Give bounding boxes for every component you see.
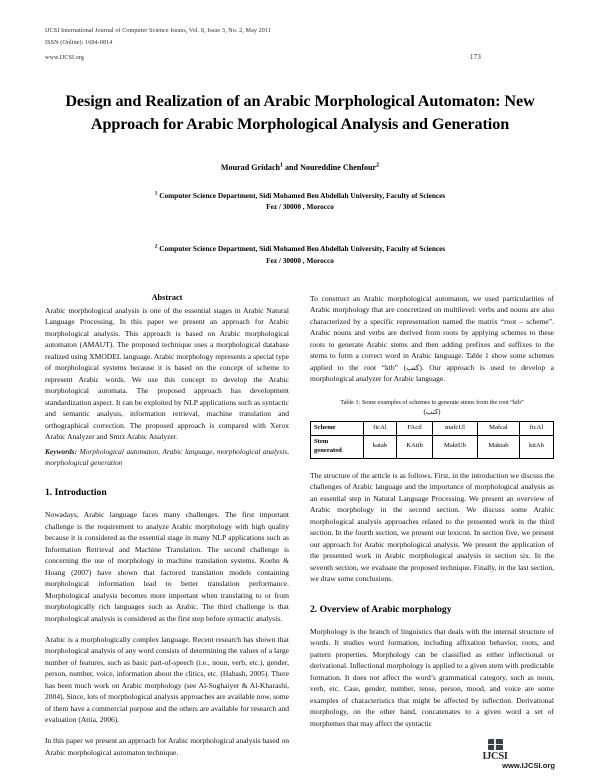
- table-cell-scheme-3: mafcUl: [433, 421, 478, 435]
- paper-title: Design and Realization of an Arabic Morphological Automaton: New Approach for Arabic Morphological Analysis and Generation: [65, 91, 535, 133]
- affiliation-1-line1: Computer Science Department, Sidi Mohamed Ben Abdellah University, Faculty of Sciences: [159, 190, 446, 200]
- introduction-paragraph-3: In this paper we present an approach for Arabic morphological analysis based on Arabic morphological automaton technique.: [45, 736, 289, 757]
- introduction-paragraph-2: Arabic is a morphologically complex language. Recent research has shown that morphological analysis of any word consists of determining the values of a large number of features, such as basic part-of-speech (i.e., noun, verb, etc.), gender, person, number, voice, information about the clitics, etc. (Habash, 2005). There has been much work on Arabic morphology (see Al-Sughaiyer & Al-Kharashi, 2004). Since, lots of morphological analysis approaches are available now, some of them have a commercial purpose and the others are available for research and evaluation (Attia, 2006).: [45, 634, 289, 725]
- table-cell-scheme-4: Mafcal: [477, 421, 519, 435]
- table-row-header-scheme: Scheme: [311, 421, 364, 435]
- overview-paragraph: Morphology is the branch of linguistics that deals with the internal structure of words. It studies word formation, including affixation behavior, roots, and pattern properties. Morphology can be classified as either inflectional or derivational. Inflectional morphology is applied to a given stem with predictable formation. It does not affect the word’s grammatical category, such as noun, verb, etc. Case, gender, number, tense, person, mood, and voice are some examples of characteristics that might be affected by inflection. Derivational morphology, on the other hand, concatenates to a given word a set of morphemes that may affect the syntactic: [310, 626, 554, 728]
- right-column: [310, 293, 554, 758]
- table-cell-stem-3: MaktUb: [433, 435, 478, 458]
- table-cell-stem-5: kitAb: [519, 435, 553, 458]
- automaton-intro-paragraph: To construct an Arabic morphological automaton, we used particularities of Arabic morphology that are concretized on multilevel: verbs and nouns are also characterized by a specific representation named the matrix “root – scheme”. Arabic nouns and verbs are derived from roots by applying schemes to these roots to generate Arabic stems and then adding prefixes and suffixes to the stems to form a correct word in Arabic language. Table 1 show some schemes applied to the root “ktb” (كتب). Our approach is used to develop a morphological analyzer for Arabic language.: [310, 293, 554, 384]
- table-caption: [310, 398, 554, 418]
- abstract-heading: Abstract: [151, 292, 183, 302]
- introduction-paragraph-1: Nowadays, Arabic language faces many challenges. The first important challenge is the requirement to analyze Arabic morphology with high quality because it is considered as the essential stage in many NLP applications such as Information Retrieval and Machine Translation. The second challenge is concerning the use of morphology in machine translation systems. Koehn & Hoang (2007) have shown that factored translation models containing morphological information lead to better translation performance. Morphological analysis becomes more important when translating to or from morphologically rich languages such as Arabic. The third challenge is that morphological analysis is considered as the first step before syntactic analysis.: [45, 510, 289, 623]
- keywords-line: [45, 446, 289, 468]
- table-cell-stem-4: Maktab: [477, 435, 519, 458]
- author-conjunction: and: [282, 162, 301, 172]
- ijcsi-logo-text: IJCSI: [482, 751, 508, 762]
- table-caption-arabic-root: (كتب): [423, 408, 441, 417]
- table-cell-scheme-2: FAcil: [396, 421, 432, 435]
- section-heading-overview: 2. Overview of Arabic morphology: [310, 603, 452, 615]
- body-columns: [45, 293, 555, 758]
- masthead-journal-line: IJCSI International Journal of Computer Science Issues, Vol. 8, Issue 3, No. 2, May 2011: [45, 28, 272, 34]
- left-column: [45, 293, 289, 758]
- table-row-header-stem-line1: Stem: [314, 437, 329, 445]
- keywords-label: Keywords:: [45, 446, 78, 456]
- table-row-header-stem-generated: [311, 435, 364, 458]
- affiliation-2-line1: Computer Science Department, Sidi Mohamed Ben Abdellah University, Faculty of Sciences: [159, 244, 446, 254]
- affiliation-marker-1: 1: [154, 190, 158, 197]
- table-row-stem-generated: [311, 435, 554, 458]
- affiliation-2: [45, 243, 555, 267]
- ijcsi-logo-icon: [488, 739, 503, 750]
- table-cell-stem-1: katab: [364, 435, 397, 458]
- affiliation-1: [45, 190, 555, 214]
- section-heading-introduction: 1. Introduction: [45, 487, 107, 499]
- table-row-scheme: [311, 421, 554, 435]
- table-caption-line1: Table 1: Some examples of schemes to generate stems from the root “ktb”: [340, 398, 524, 406]
- author-affiliation-marker-1: 1: [280, 161, 283, 168]
- masthead-issn-line: ISSN (Online): 1694-0814: [45, 39, 113, 46]
- article-structure-paragraph: The structure of the article is as follows. First, in the introduction we discuss the challenges of Arabic language and the importance of morphological analysis as an essential step in Natural Language Processing. We present an overview of Arabic morphology in the second section. We discuss some Arabic morphological analysis approaches related to the presented work in the third section. In the fourth section, we present our lexicon. In section five, we present our approach for Arabic morphological analysis. We present the application of the presented work in Arabic morphological analysis in section six. In the seventh section, we evaluate the proposed technique. Finally, in the last section, we draw some conclusions.: [310, 470, 554, 584]
- table-schemes: [310, 421, 554, 459]
- footer-url: www.IJCSI.org: [502, 761, 555, 770]
- author-name-first: Mourad Gridach: [220, 162, 281, 172]
- affiliation-1-line2: Fez / 30000 , Morocco: [266, 202, 334, 212]
- table-cell-scheme-5: ficAl: [519, 421, 553, 435]
- affiliation-2-line2: Fez / 30000 , Morocco: [266, 256, 334, 266]
- table-cell-scheme-1: ficAl: [364, 421, 397, 435]
- masthead: [45, 26, 555, 65]
- keywords-text: Morphological automaton, Arabic language, morphological analysis, morphological generation: [45, 446, 289, 467]
- author-affiliation-marker-2: 2: [376, 161, 380, 168]
- table-cell-stem-2: KAtib: [396, 435, 432, 458]
- abstract-text: Arabic morphological analysis is one of the essential stages in Arabic Natural Language Processing. In this paper we present an approach for Arabic morphological analysis. This approach is based on Arabic morphological automaton (AMAUT). The proposed technique uses a morphological database realized using XMODEL language. Arabic morphology represents a special type of morphological systems because it is based on the concept of scheme to represent Arabic words. We use this concept to develop the Arabic morphological automata. The proposed approach has development standardization aspect. It can be exploited by NLP applications such as syntactic and semantic analysis, information retrieval, machine translation and orthographical correction. The proposed approach is compared with Xerox Arabic Analyzer and Smrz Arabic Analyzer.: [45, 305, 289, 442]
- author-name-second: Noureddine Chenfour: [300, 162, 377, 172]
- author-list: [45, 163, 555, 172]
- page-number: 173: [469, 52, 481, 61]
- masthead-website-line: www.IJCSI.org: [45, 54, 85, 61]
- table-row-header-stem-line2: generated: [314, 446, 342, 454]
- journal-logo: [435, 739, 555, 762]
- affiliation-marker-2: 2: [154, 243, 158, 250]
